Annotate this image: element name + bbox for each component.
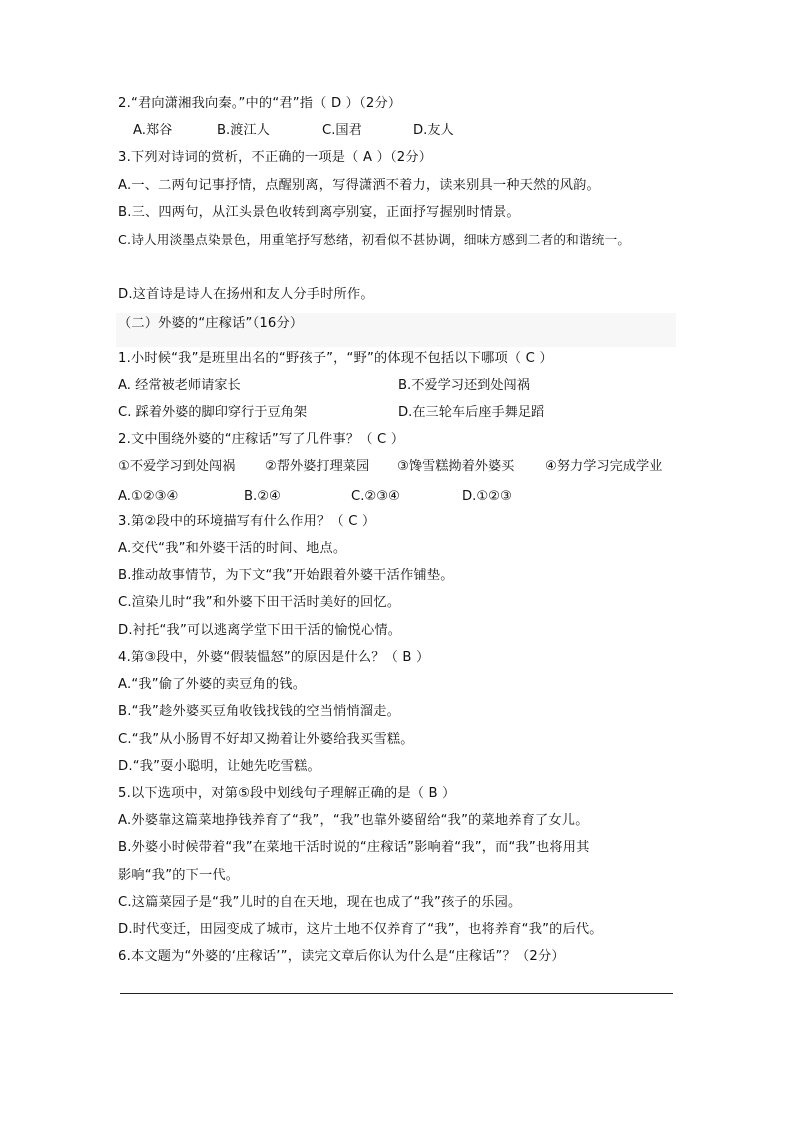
- s2q2-item-2: ②帮外婆打理菜园: [265, 459, 370, 474]
- q2-stem: 2.“君向潇湘我向秦。”中的“君”指（ D ）（2分）: [118, 96, 402, 111]
- s2q2-option-b: B.②④: [244, 489, 281, 504]
- s2q2-option-a: A.①②③④: [118, 489, 179, 504]
- s2q5-option-c: C.这篇菜园子是“我”儿时的自在天地，现在也成了“我”孩子的乐园。: [118, 895, 522, 910]
- s2q1-option-c: C. 踩着外婆的脚印穿行于豆角架: [118, 405, 308, 420]
- q3-option-a: A.一、二两句记事抒情，点醒别离，写得潇洒不着力，读来别具一种天然的风韵。: [118, 178, 600, 193]
- s2q6-stem: 6.本文题为“外婆的‘庄稼话’”，读完文章后你认为什么是“庄稼话”？（2分）: [118, 949, 565, 964]
- s2q4-stem: 4.第③段中，外婆“假装愠怒”的原因是什么？（ B ）: [118, 650, 430, 665]
- s2q4-option-b: B.“我”趁外婆买豆角收钱找钱的空当悄悄溜走。: [118, 704, 401, 719]
- s2q5-option-d: D.时代变迁，田园变成了城市，这片土地不仅养育了“我”，也将养育“我”的后代。: [118, 922, 603, 937]
- s2q4-option-d: D.“我”耍小聪明，让她先吃雪糕。: [118, 759, 321, 774]
- q2-option-c: C.国君: [322, 123, 362, 138]
- s2q2-item-1: ①不爱学习到处闯祸: [118, 459, 236, 474]
- s2q4-option-c: C.“我”从小肠胃不好却又拗着让外婆给我买雪糕。: [118, 732, 414, 747]
- s2q2-item-3: ③馋雪糕拗着外婆买: [397, 459, 515, 474]
- s2q4-option-a: A.“我”偷了外婆的卖豆角的钱。: [118, 677, 307, 692]
- q2-option-b: B.渡江人: [217, 123, 270, 138]
- q3-stem: 3.下列对诗词的赏析，不正确的一项是（ A ）（2分）: [118, 150, 433, 165]
- q3-option-d: D.这首诗是诗人在扬州和友人分手时所作。: [118, 287, 374, 302]
- s2q3-option-b: B.推动故事情节，为下文“我”开始跟着外婆干活作铺垫。: [118, 568, 454, 583]
- s2q2-option-c: C.②③④: [351, 489, 400, 504]
- s2q5-option-a: A.外婆靠这篇菜地挣钱养育了“我”，“我”也靠外婆留给“我”的菜地养育了女儿。: [118, 813, 589, 828]
- s2q5-stem: 5.以下选项中，对第⑤段中划线句子理解正确的是（ B ）: [118, 786, 456, 801]
- s2q3-option-a: A.交代“我”和外婆干活的时间、地点。: [118, 541, 347, 556]
- section-title: （二）外婆的“庄稼话”（16分）: [118, 316, 304, 331]
- s2q3-option-c: C.渲染儿时“我”和外婆下田干活时美好的回忆。: [118, 595, 401, 610]
- s2q3-stem: 3.第②段中的环境描写有什么作用？（ C ）: [118, 514, 376, 529]
- s2q1-stem: 1.小时候“我”是班里出名的“野孩子”，“野”的体现不包括以下哪项（ C ）: [118, 351, 553, 366]
- s2q2-stem: 2.文中围绕外婆的“庄稼话”写了几件事？（ C ）: [118, 432, 405, 447]
- q2-option-a: A.郑谷: [133, 123, 173, 138]
- s2q5-option-b-line2: 影响“我”的下一代。: [118, 868, 240, 883]
- q3-option-c: C.诗人用淡墨点染景色，用重笔抒写愁绪，初看似不甚协调，细味方感到二者的和谐统一。: [118, 232, 631, 247]
- s2q2-item-4: ④努力学习完成学业: [545, 459, 663, 474]
- answer-line: [120, 993, 673, 994]
- q3-option-b: B.三、四两句，从江头景色收转到离亭别宴，正面抒写握别时情景。: [118, 205, 520, 220]
- s2q5-option-b-line1: B.外婆小时候带着“我”在菜地干活时说的“庄稼话”影响着“我”，而“我”也将用其: [118, 840, 590, 855]
- s2q1-option-d: D.在三轮车后座手舞足蹈: [398, 405, 545, 420]
- s2q1-option-b: B.不爱学习还到处闯祸: [398, 378, 530, 393]
- q2-option-d: D.友人: [413, 123, 454, 138]
- s2q2-option-d: D.①②③: [462, 489, 512, 504]
- s2q3-option-d: D.衬托“我”可以逃离学堂下田干活的愉悦心情。: [118, 623, 402, 638]
- s2q1-option-a: A. 经常被老师请家长: [118, 378, 241, 393]
